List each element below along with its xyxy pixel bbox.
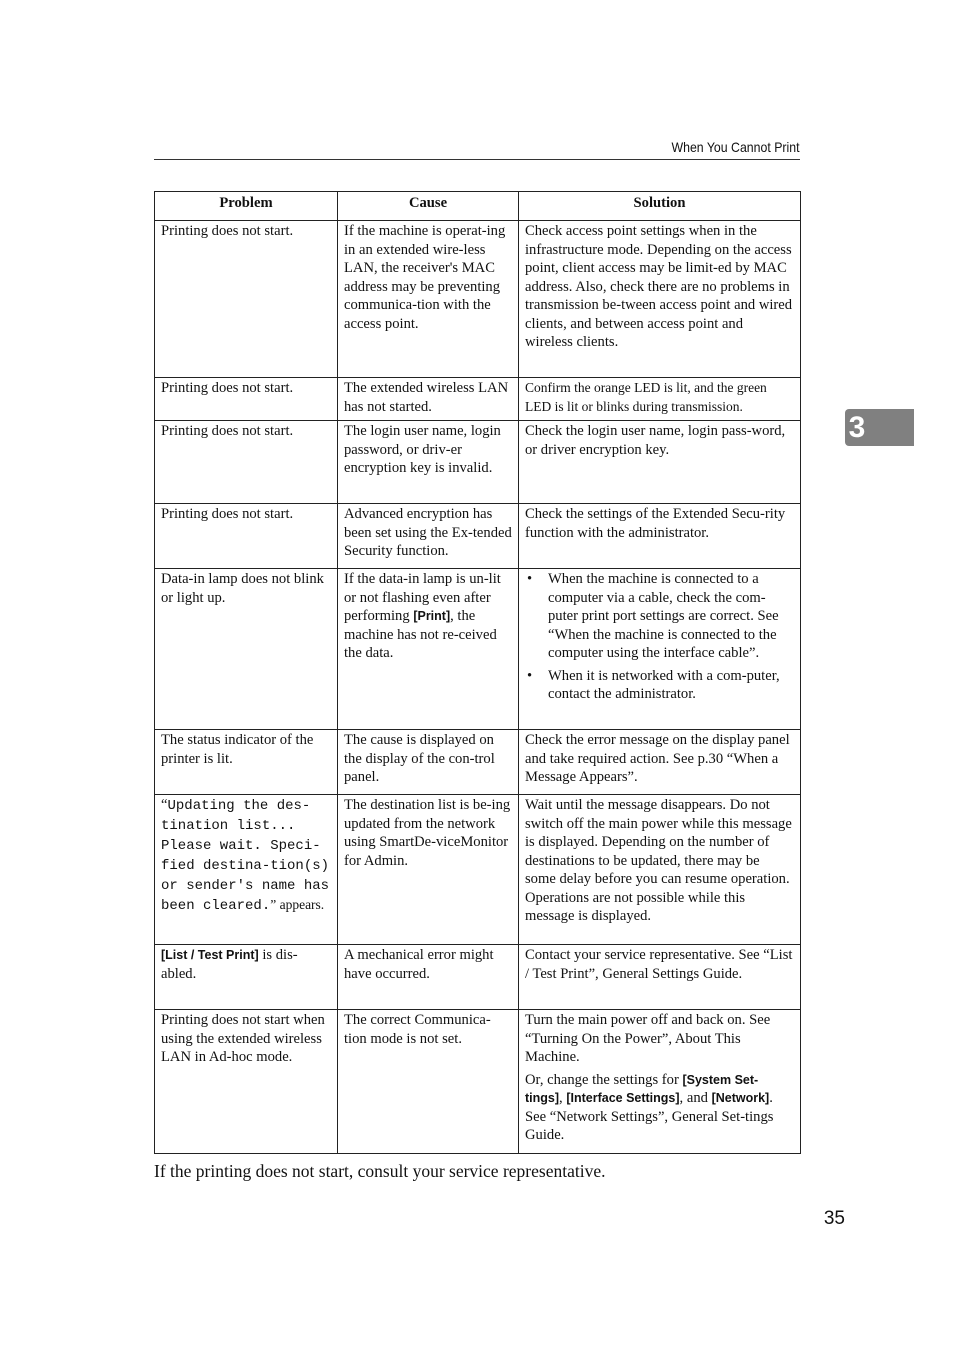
solution-text: ,	[559, 1090, 567, 1106]
table-row	[155, 504, 801, 569]
solution-text: , and	[679, 1090, 712, 1106]
solution-cell: Check the error message on the display panel and take required action. See p.30 “When a Message Appears”.	[519, 730, 801, 795]
column-header-problem: Problem	[155, 192, 338, 221]
cause-cell: A mechanical error might have occurred.	[338, 945, 519, 1010]
table-row	[155, 221, 801, 378]
problem-cell: Data-in lamp does not blink or light up.	[155, 569, 338, 730]
cause-text: , the machine has not re-ceived the data.	[344, 608, 497, 661]
page-number: 35	[823, 1208, 845, 1229]
display-message: Updating the des-tination list... Please wait. Speci-fied destina-tion(s) or sender's name has been cleared.	[161, 798, 330, 914]
cause-cell: If the machine is operat-ing in an extended wire-less LAN, the receiver's MAC address may be preventing communica-tion with the access point.	[338, 221, 519, 378]
problem-cell: The status indicator of the printer is lit.	[155, 730, 338, 795]
print-key: [Print]	[413, 609, 451, 623]
solution-cell: Contact your service representative. See “List / Test Print”, General Settings Guide.	[519, 945, 801, 1010]
solution-cell: Wait until the message disappears. Do not switch off the main power while this message is displayed. Depending on the number of destinations to be updated, there may be some delay before you can resume operation. Operations are not possible while this message is displayed.	[519, 795, 801, 945]
problem-cell: Printing does not start.	[155, 504, 338, 569]
solution-paragraph: Turn the main power off and back on. See “Turning On the Power”, About This Machine.	[525, 1012, 771, 1065]
chapter-number: 3	[848, 411, 866, 444]
problem-cell	[155, 945, 338, 1010]
cause-text: If the data-in lamp is un-lit or not flashing even after performing	[344, 571, 501, 624]
footer-note: If the printing does not start, consult your service representative.	[154, 1161, 606, 1181]
cause-cell: The destination list is be-ing updated from the network using SmartDe-viceMonitor for Admin.	[338, 795, 519, 945]
problem-text: is dis-abled.	[161, 947, 298, 982]
problem-cell: Printing does not start.	[155, 378, 338, 421]
solution-text: . See “Network Settings”, General Set-tings Guide.	[525, 1090, 774, 1143]
solution-paragraph	[525, 1071, 794, 1145]
cause-cell: The cause is displayed on the display of the con-trol panel.	[338, 730, 519, 795]
cause-cell: The extended wireless LAN has not started.	[338, 378, 519, 421]
list-item: • When it is networked with a com-puter, contact the administrator.	[525, 667, 794, 704]
problem-cell: Printing does not start.	[155, 221, 338, 378]
problem-cell	[155, 795, 338, 945]
table-row	[155, 378, 801, 421]
solution-cell: Check the login user name, login pass-word, or driver encryption key.	[519, 421, 801, 504]
network-key: [Network]	[711, 1091, 770, 1105]
solution-cell	[519, 1010, 801, 1154]
table-row	[155, 795, 801, 945]
table-row	[155, 945, 801, 1010]
table-row	[155, 569, 801, 730]
solution-text: Or, change the settings for	[525, 1071, 683, 1088]
list-test-print-key: [List / Test Print]	[161, 948, 259, 962]
problem-cell: Printing does not start.	[155, 421, 338, 504]
solution-cell	[519, 569, 801, 730]
solution-cell: Check access point settings when in the infrastructure mode. Depending on the access point, client access may be limit-ed by MAC address. Also, check there are no problems in transmission be-tween access point and wired clients, and between access point and wireless clients.	[519, 221, 801, 378]
solution-cell: Confirm the orange LED is lit, and the green LED is lit or blinks during transmission.	[519, 378, 801, 421]
table-row	[155, 730, 801, 795]
cause-cell: The login user name, login password, or driv-er encryption key is invalid.	[338, 421, 519, 504]
troubleshooting-table	[154, 191, 801, 1154]
system-settings-key: [System Set-tings]	[525, 1072, 759, 1105]
solution-bullet-list	[525, 570, 794, 704]
table-row	[155, 1010, 801, 1154]
cause-cell	[338, 569, 519, 730]
column-header-cause: Cause	[338, 192, 519, 221]
column-header-solution: Solution	[519, 192, 801, 221]
cause-cell: Advanced encryption has been set using the Ex-tended Security function.	[338, 504, 519, 569]
solution-cell: Check the settings of the Extended Secu-rity function with the administrator.	[519, 504, 801, 569]
table-header-row	[155, 192, 801, 221]
running-header: When You Cannot Print	[671, 139, 800, 155]
interface-settings-key: [Interface Settings]	[566, 1091, 680, 1105]
cause-cell: The correct Communica-tion mode is not set.	[338, 1010, 519, 1154]
table-row	[155, 421, 801, 504]
list-item: • When the machine is connected to a computer via a cable, check the com-puter print port settings are correct. See “When the machine is connected to the computer using the interface cable”.	[525, 570, 794, 663]
problem-text: ” appears.	[270, 897, 325, 912]
problem-cell: Printing does not start when using the extended wireless LAN in Ad-hoc mode.	[155, 1010, 338, 1154]
header-rule	[154, 159, 800, 160]
quote-open: “	[161, 797, 168, 813]
